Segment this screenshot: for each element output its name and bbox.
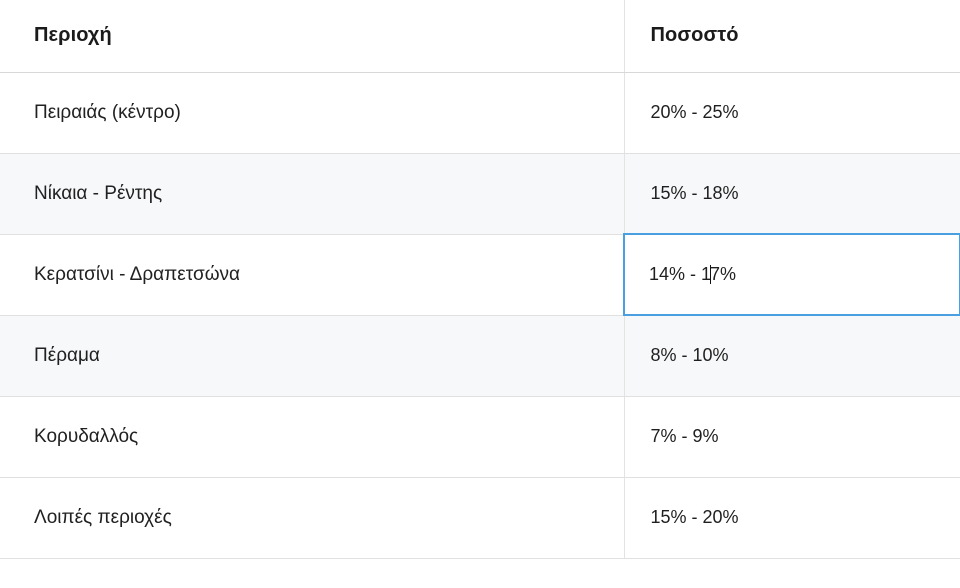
table-row[interactable] [0,72,960,153]
cell-region[interactable]: Κορυδαλλός [0,396,624,477]
table-row[interactable] [0,315,960,396]
cell-value[interactable]: 7% - 9% [624,396,960,477]
cell-value[interactable]: 15% - 20% [624,477,960,558]
cell-region[interactable]: Λοιπές περιοχές [0,477,624,558]
table-body [0,72,960,558]
table-row[interactable] [0,153,960,234]
table-header [0,0,960,72]
table-row[interactable] [0,477,960,558]
cell-value-selected[interactable] [624,234,960,315]
cell-region[interactable]: Νίκαια - Ρέντης [0,153,624,234]
cell-value-text-after-caret: 7% [710,264,737,284]
cell-value[interactable]: 15% - 18% [624,153,960,234]
column-header-region: Περιοχή [0,0,624,72]
cell-region[interactable]: Πειραιάς (κέντρο) [0,72,624,153]
table-row[interactable] [0,234,960,315]
cell-region[interactable]: Πέραμα [0,315,624,396]
table-header-row [0,0,960,72]
cell-value-text-before-caret: 14% - 1 [649,264,712,284]
column-header-value: Ποσοστό [624,0,960,72]
cell-value[interactable]: 20% - 25% [624,72,960,153]
cell-region[interactable]: Κερατσίνι - Δραπετσώνα [0,234,624,315]
cell-value[interactable]: 8% - 10% [624,315,960,396]
table-row[interactable] [0,396,960,477]
